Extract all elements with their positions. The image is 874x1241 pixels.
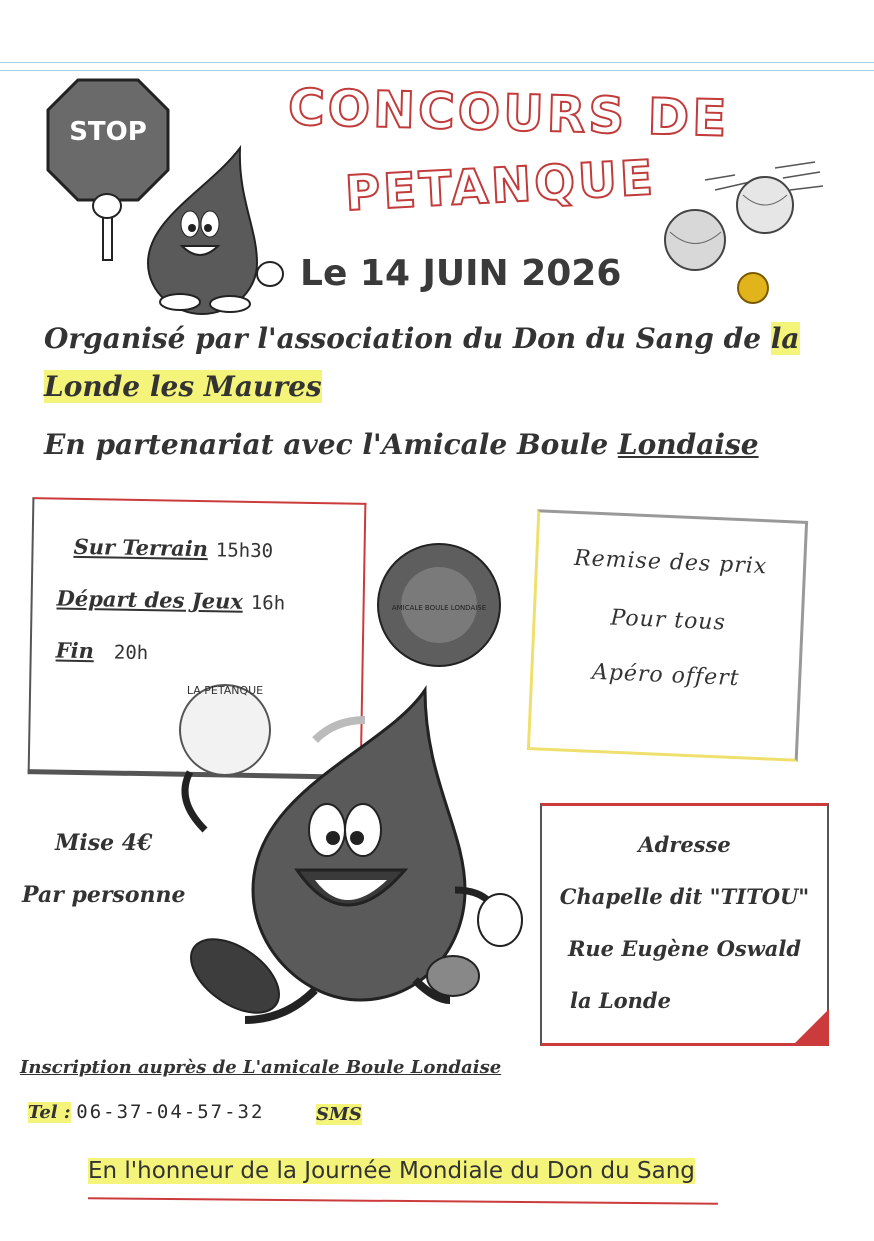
partner-prefix: En partenariat avec l'Amicale Boule [44,428,618,461]
organizer-prefix: Organisé par l'association du Don du Sang de [44,322,771,355]
fin-label: Fin [55,637,95,664]
depart-label: Départ des Jeux [56,585,244,614]
prizes-line-1: Remise des prix [573,545,768,580]
title-line-1: CONCOURS DE [287,78,731,148]
partner-place: Londaise [617,428,759,461]
page-curl-icon [793,1009,829,1045]
address-card [540,803,829,1046]
stop-drop-mascot [40,78,290,318]
schedule-terrain [73,534,273,562]
club-badge-text: AMICALE BOULE LONDAISE [391,604,487,612]
phone-line [28,1101,264,1123]
honor-underline [88,1197,718,1204]
prizes-line-3: Apéro offert [591,659,741,692]
club-badge-logo [375,542,503,668]
title-line-2: PETANQUE [343,149,658,223]
top-rule [0,62,874,63]
address-line-3: la Londe [570,988,671,1013]
fin-time: 20h [113,641,149,665]
schedule-depart [56,586,285,615]
drop-mascot-with-ball [165,680,535,1050]
tel-label: Tel : [28,1102,71,1123]
sms-label: SMS [316,1104,362,1125]
address-line-1: Chapelle dit "TITOU" [559,884,810,909]
organizer-place-b: Londe les Maures [44,370,322,403]
tel-number: 06-37-04-57-32 [76,1101,265,1123]
inscription-line [20,1057,501,1078]
prizes-card [527,509,808,762]
petanque-ball-icon [180,685,270,775]
stop-sign-label: STOP [69,117,147,147]
inscription-text: Inscription auprès de L'amicale Boule Londaise [20,1057,502,1078]
fee-per-person: Par personne [22,882,186,908]
cochonnet-icon [738,273,768,303]
terrain-label: Sur Terrain [73,533,209,562]
ball-label: LA PETANQUE [186,684,264,697]
organizer-place-a: la [770,322,800,355]
depart-time: 16h [250,591,286,615]
terrain-time: 15h30 [215,539,274,563]
petanque-balls-image [655,160,830,315]
fee-amount: Mise 4€ [55,830,153,856]
address-line-2: Rue Eugène Oswald [567,936,802,961]
top-rule [0,70,874,71]
organizer-place-line [44,370,322,403]
honor-line [88,1158,695,1184]
schedule-fin [56,638,149,665]
organizer-line [44,322,800,355]
honor-text: En l'honneur de la Journée Mondiale du Don du Sang [88,1158,695,1184]
address-title: Adresse [638,832,731,857]
partner-line [44,428,759,461]
event-date: Le 14 JUIN 2026 [300,253,622,294]
prizes-line-2: Pour tous [609,605,727,636]
